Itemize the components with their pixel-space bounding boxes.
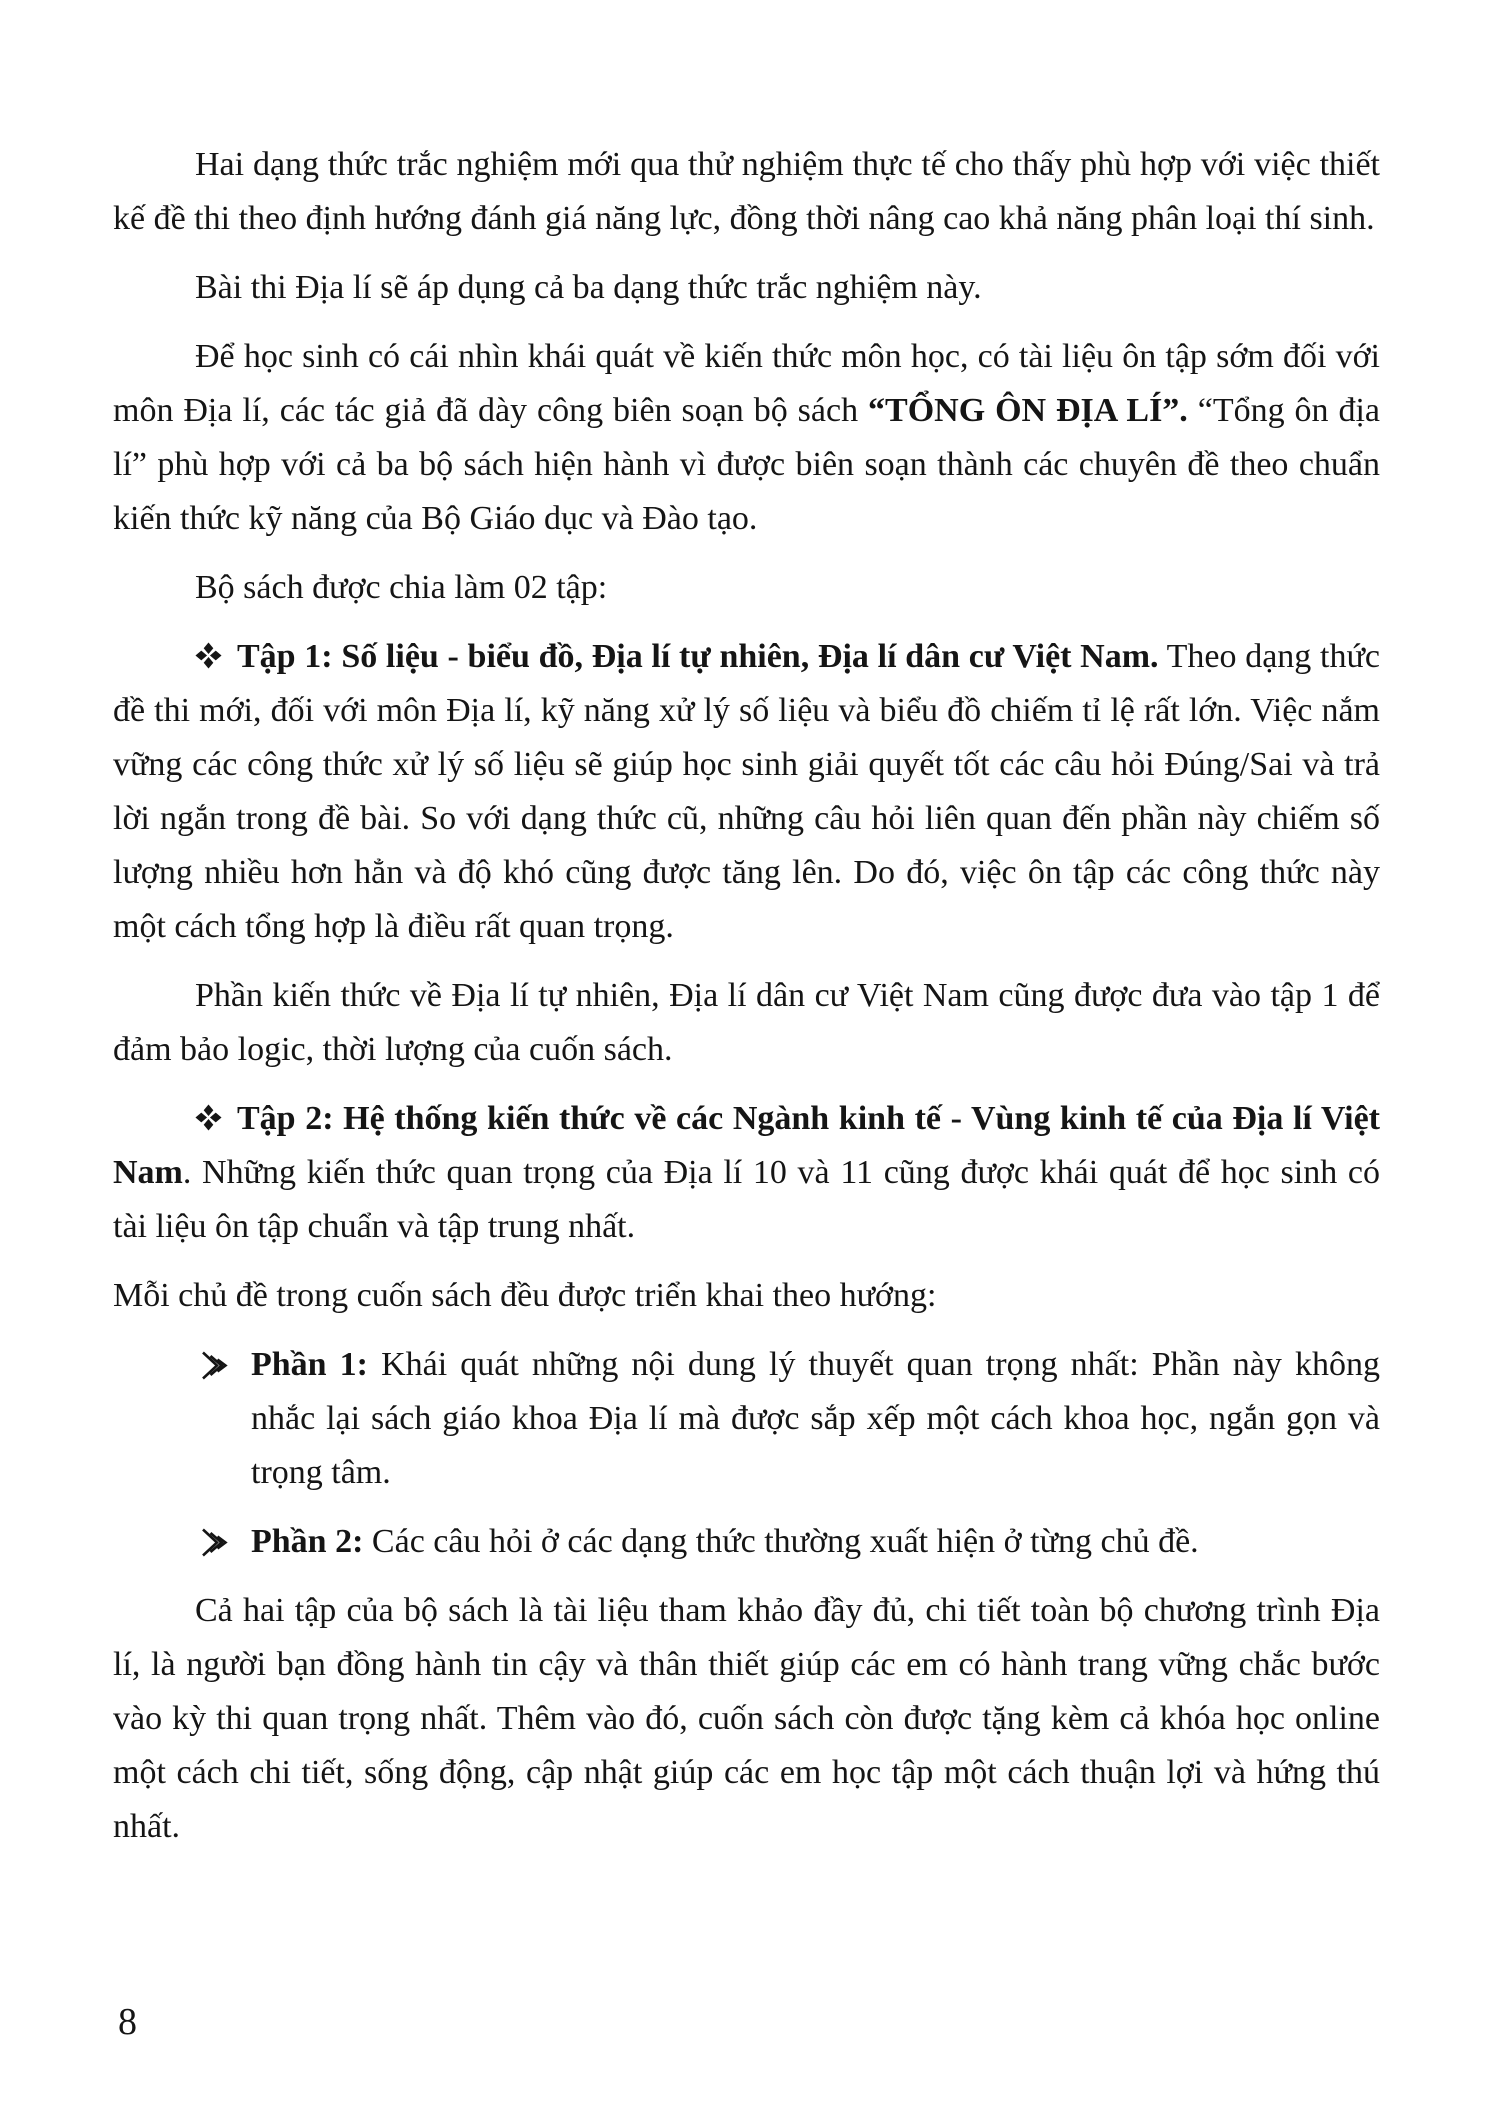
text-run: Phần 1: (251, 1346, 368, 1383)
text-run: Tập 2: Hệ thống kiến thức về các Ngành kinh tế - Vùng kinh tế của Địa lí Việt Nam (113, 1100, 1380, 1191)
list-paragraph (113, 1515, 1380, 1569)
paragraph (113, 1584, 1380, 1854)
text-run: Mỗi chủ đề trong cuốn sách đều được triển khai theo hướng: (113, 1277, 937, 1314)
text-run: . Những kiến thức quan trọng của Địa lí 10 và 11 cũng được khái quát để học sinh có tài liệu ôn tập chuẩn và tập trung nhất. (113, 1154, 1380, 1245)
paragraph (113, 330, 1380, 546)
list-paragraph (113, 1092, 1380, 1254)
document-body (113, 138, 1380, 1869)
text-run: Tập 1: Số liệu - biểu đồ, Địa lí tự nhiên, Địa lí dân cư Việt Nam. (237, 638, 1159, 675)
text-run: Để học sinh có cái nhìn khái quát về kiến thức môn học, có tài liệu ôn tập sớm đối với môn Địa lí, các tác giả đã dày công biên soạn bộ sách (113, 338, 1380, 429)
diamond-bullet-icon (195, 1104, 222, 1131)
list-paragraph (113, 1338, 1380, 1500)
text-run: Bộ sách được chia làm 02 tập: (195, 569, 608, 606)
text-run: “Tổng ôn địa lí” phù hợp với cả ba bộ sách hiện hành vì được biên soạn thành các chuyên đề theo chuẩn kiến thức kỹ năng của Bộ Giáo dục và Đào tạo. (113, 392, 1380, 537)
text-run: Các câu hỏi ở các dạng thức thường xuất hiện ở từng chủ đề. (363, 1523, 1199, 1560)
paragraph (113, 969, 1380, 1077)
triple-chevron-bullet-icon (200, 1527, 237, 1558)
text-run: Cả hai tập của bộ sách là tài liệu tham khảo đầy đủ, chi tiết toàn bộ chương trình Địa lí, là người bạn đồng hành tin cậy và thân thiết giúp các em có hành trang vững chắc bước vào kỳ thi quan trọng nhất. Thêm vào đó, cuốn sách còn được tặng kèm cả khóa học online một cách chi tiết, sống động, cập nhật giúp các em học tập một cách thuận lợi và hứng thú nhất. (113, 1592, 1380, 1845)
triple-chevron-bullet-icon (200, 1350, 237, 1381)
diamond-bullet-icon (195, 642, 222, 669)
page-number: 8 (118, 2001, 137, 2043)
text-run: Bài thi Địa lí sẽ áp dụng cả ba dạng thức trắc nghiệm này. (195, 269, 982, 306)
text-run: “TỔNG ÔN ĐỊA LÍ”. (868, 392, 1188, 429)
paragraph (113, 261, 1380, 315)
text-run: Khái quát những nội dung lý thuyết quan trọng nhất: Phần này không nhắc lại sách giáo khoa Địa lí mà được sắp xếp một cách khoa học, ngắn gọn và trọng tâm. (251, 1346, 1380, 1491)
list-paragraph (113, 630, 1380, 954)
paragraph (113, 561, 1380, 615)
text-run: Phần 2: (251, 1523, 364, 1560)
paragraph (113, 1269, 1380, 1323)
text-run: Hai dạng thức trắc nghiệm mới qua thử nghiệm thực tế cho thấy phù hợp với việc thiết kế đề thi theo định hướng đánh giá năng lực, đồng thời nâng cao khả năng phân loại thí sinh. (113, 146, 1380, 237)
text-run: Phần kiến thức về Địa lí tự nhiên, Địa lí dân cư Việt Nam cũng được đưa vào tập 1 để đảm bảo logic, thời lượng của cuốn sách. (113, 977, 1380, 1068)
paragraph (113, 138, 1380, 246)
text-run: Theo dạng thức đề thi mới, đối với môn Địa lí, kỹ năng xử lý số liệu và biểu đồ chiếm tỉ lệ rất lớn. Việc nắm vững các công thức xử lý số liệu sẽ giúp học sinh giải quyết tốt các câu hỏi Đúng/Sai và trả lời ngắn trong đề bài. So với dạng thức cũ, những câu hỏi liên quan đến phần này chiếm số lượng nhiều hơn hẳn và độ khó cũng được tăng lên. Do đó, việc ôn tập các công thức này một cách tổng hợp là điều rất quan trọng. (113, 638, 1380, 945)
